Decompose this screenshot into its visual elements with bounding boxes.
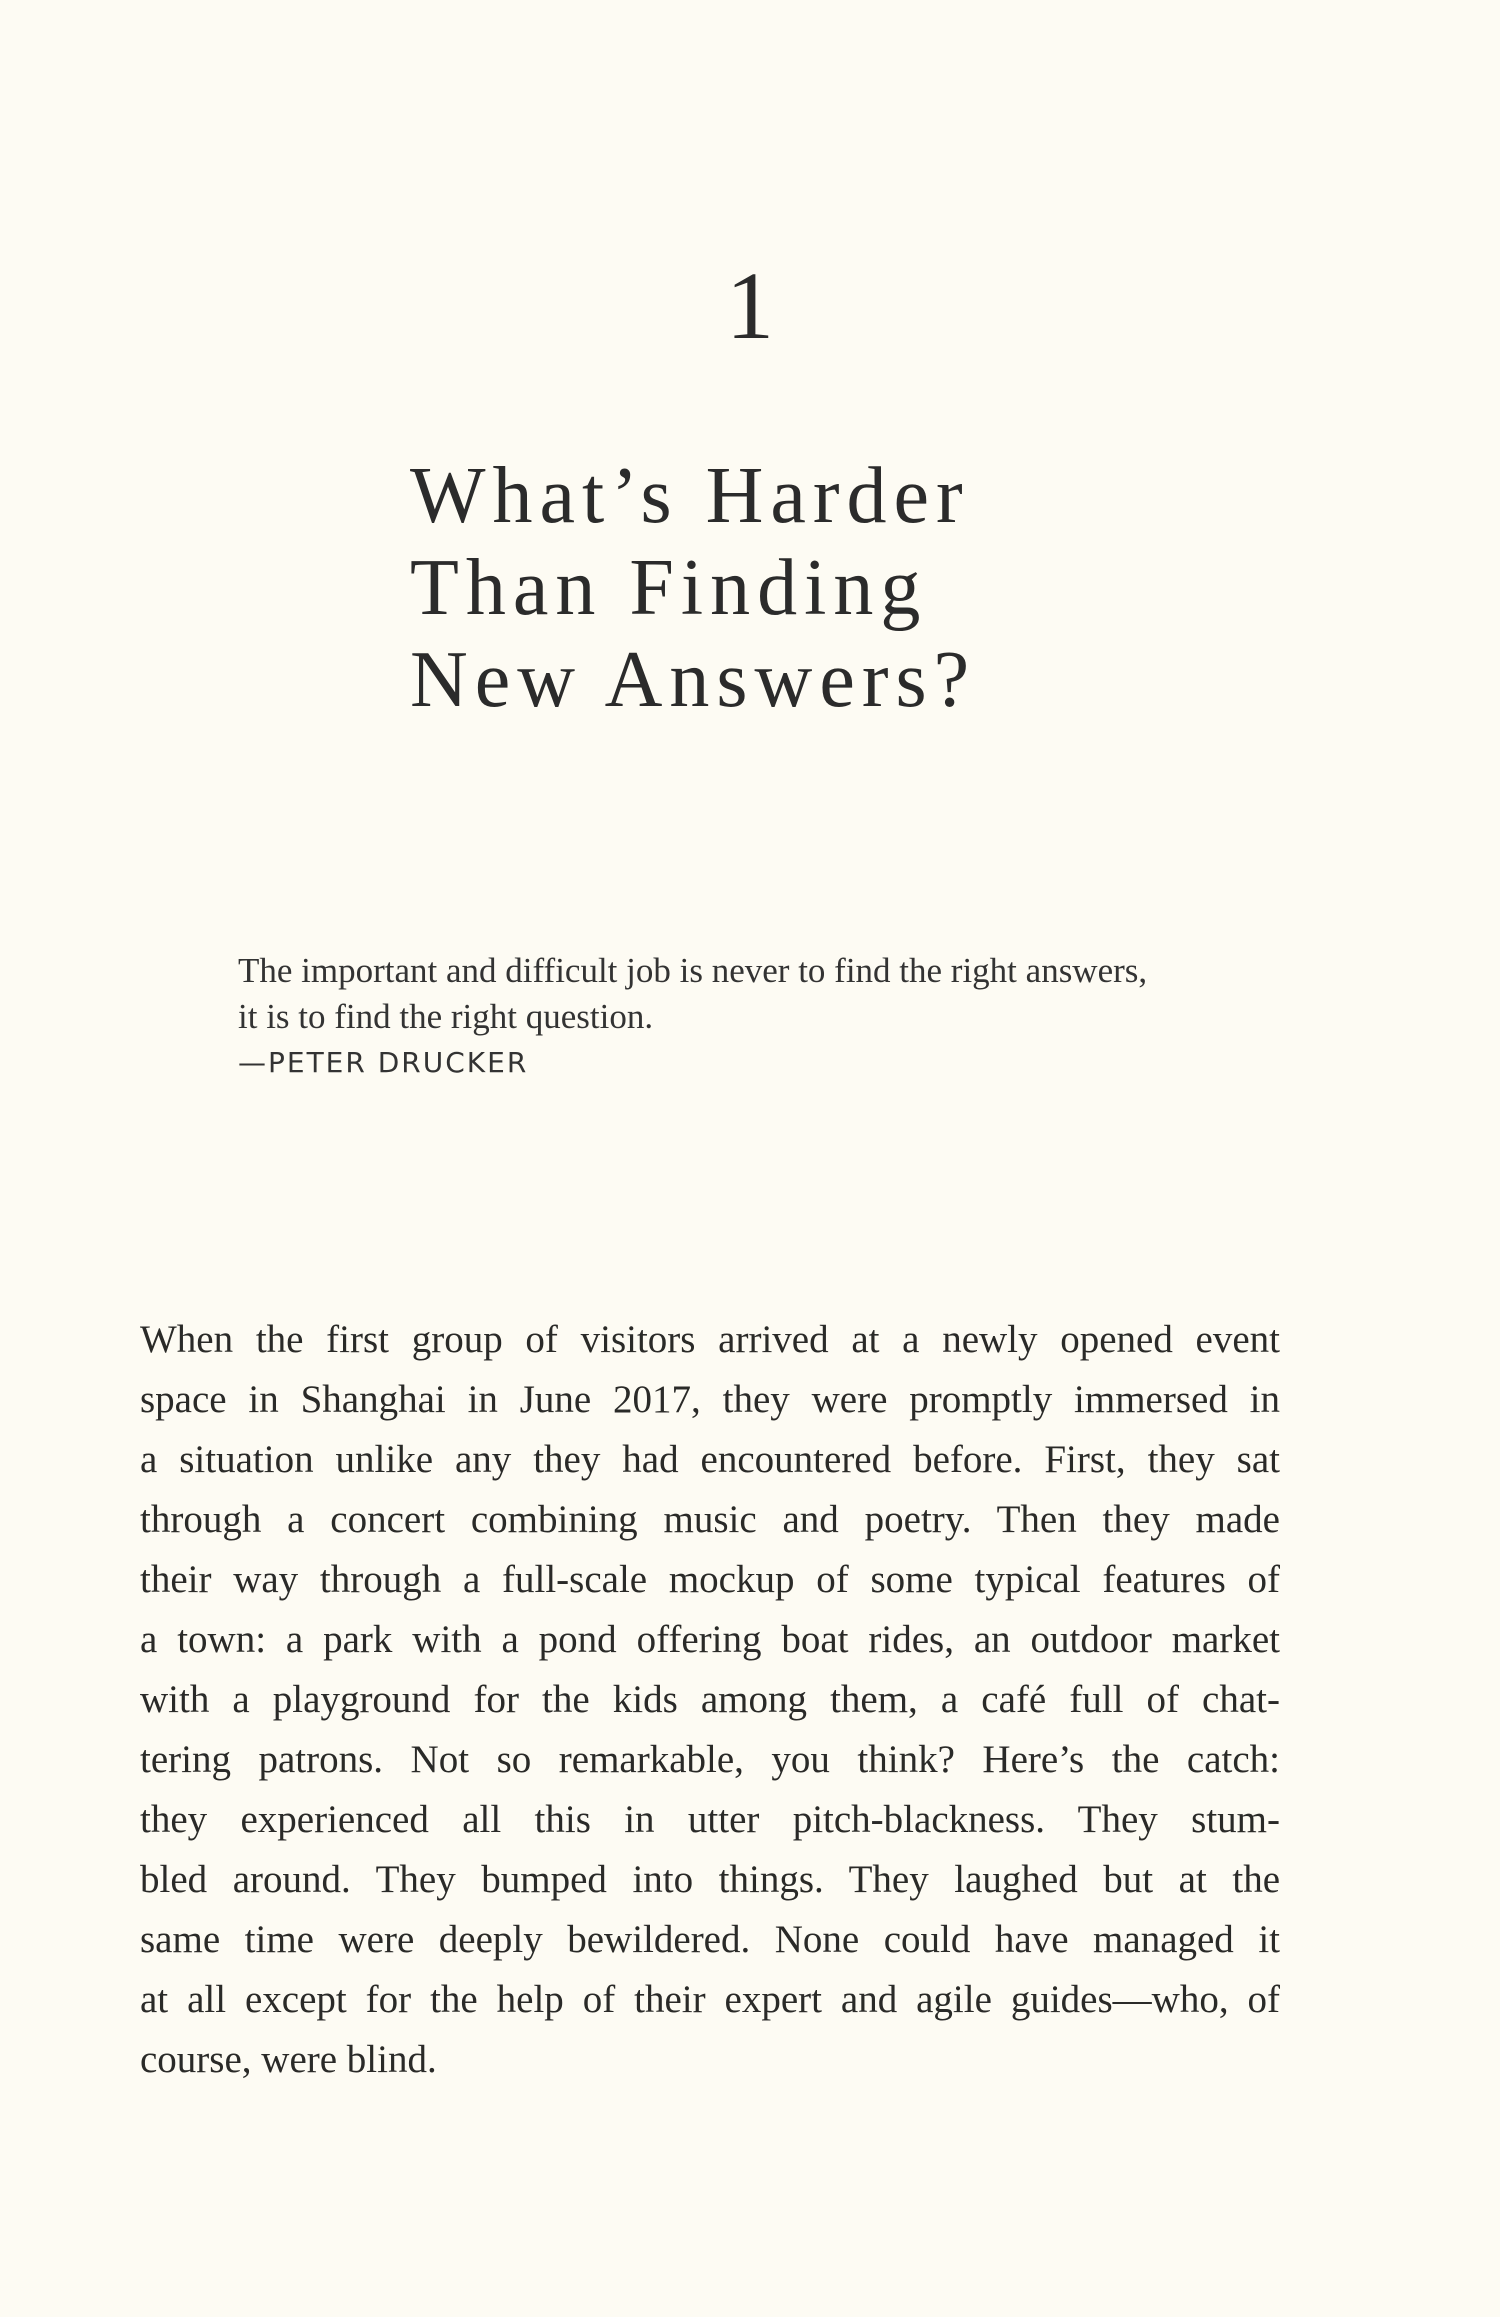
- body-line: their way through a full-scale mockup of some typical features of: [140, 1558, 1280, 1601]
- chapter-title-line: What’s Harder: [410, 452, 970, 540]
- body-line: space in Shanghai in June 2017, they were promptly immersed in: [140, 1378, 1280, 1421]
- body-line: they experienced all this in utter pitch-blackness. They stum-: [140, 1798, 1280, 1841]
- epigraph: [238, 948, 1278, 1086]
- body-line: bled around. They bumped into things. They laughed but at the: [140, 1858, 1280, 1901]
- chapter-title-line: New Answers?: [410, 636, 977, 724]
- body-line: same time were deeply bewildered. None could have managed it: [140, 1918, 1280, 1961]
- epigraph-quote-line: The important and difficult job is never to find the right answers,: [238, 951, 1148, 990]
- body-line: through a concert combining music and poetry. Then they made: [140, 1498, 1280, 1541]
- epigraph-attribution: —PETER DRUCKER: [238, 1046, 529, 1079]
- body-line: a situation unlike any they had encountered before. First, they sat: [140, 1438, 1280, 1481]
- body-line: a town: a park with a pond offering boat rides, an outdoor market: [140, 1618, 1280, 1661]
- chapter-number: 1: [726, 252, 774, 359]
- body-line: tering patrons. Not so remarkable, you think? Here’s the catch:: [140, 1738, 1280, 1781]
- chapter-title-line: Than Finding: [410, 544, 928, 632]
- body-line: course, were blind.: [140, 2038, 437, 2081]
- body-line: at all except for the help of their expert and agile guides—who, of: [140, 1978, 1280, 2021]
- chapter-title: [410, 450, 1170, 726]
- body-line: with a playground for the kids among them, a café full of chat-: [140, 1678, 1280, 1721]
- body-line: When the first group of visitors arrived at a newly opened event: [140, 1318, 1280, 1361]
- epigraph-quote-line: it is to find the right question.: [238, 997, 654, 1036]
- body-paragraph: [140, 1310, 1280, 2090]
